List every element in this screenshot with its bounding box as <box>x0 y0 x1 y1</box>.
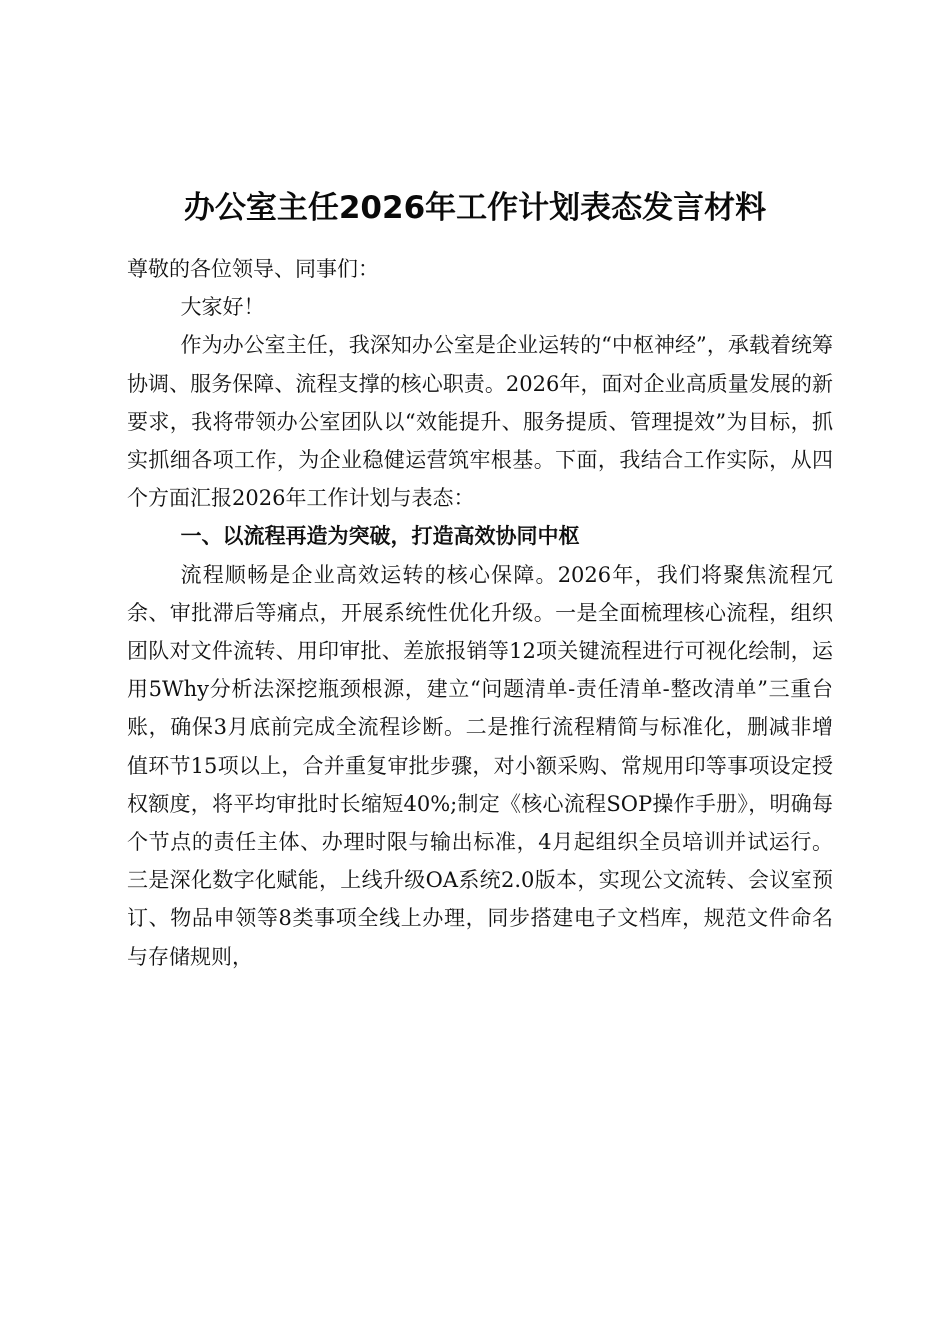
section-paragraph-1: 流程顺畅是企业高效运转的核心保障。2026年，我们将聚焦流程冗余、审批滞后等痛点，开展系统性优化升级。一是全面梳理核心流程，组织团队对文件流转、用印审批、差旅报销等12项关键流程进行可视化绘制，运用5Why分析法深挖瓶颈根源，建立“问题清单-责任清单-整改清单”三重台账，确保3月底前完成全流程诊断。二是推行流程精简与标准化，删减非增值环节15项以上，合并重复审批步骤，对小额采购、常规用印等事项设定授权额度，将平均审批时长缩短40%;制定《核心流程SOP操作手册》，明确每个节点的责任主体、办理时限与输出标准，4月起组织全员培训并试运行。三是深化数字化赋能，上线升级OA系统2.0版本，实现公文流转、会议室预订、物品申领等8类事项全线上办理，同步搭建电子文档库，规范文件命名与存储规则， <box>127 562 833 969</box>
document-body <box>127 250 833 976</box>
intro-paragraph: 作为办公室主任，我深知办公室是企业运转的“中枢神经”，承载着统筹协调、服务保障、流程支撑的核心职责。2026年，面对企业高质量发展的新要求，我将带领办公室团队以“效能提升、服务提质、管理提效”为目标，抓实抓细各项工作，为企业稳健运营筑牢根基。下面，我结合工作实际，从四个方面汇报2026年工作计划与表态： <box>127 333 833 511</box>
section-heading-1: 一、以流程再造为突破，打造高效协同中枢 <box>180 524 580 549</box>
greeting: 大家好！ <box>180 295 265 320</box>
salutation: 尊敬的各位领导、同事们： <box>127 257 379 281</box>
document-title: 办公室主任2026年工作计划表态发言材料 <box>183 190 767 226</box>
